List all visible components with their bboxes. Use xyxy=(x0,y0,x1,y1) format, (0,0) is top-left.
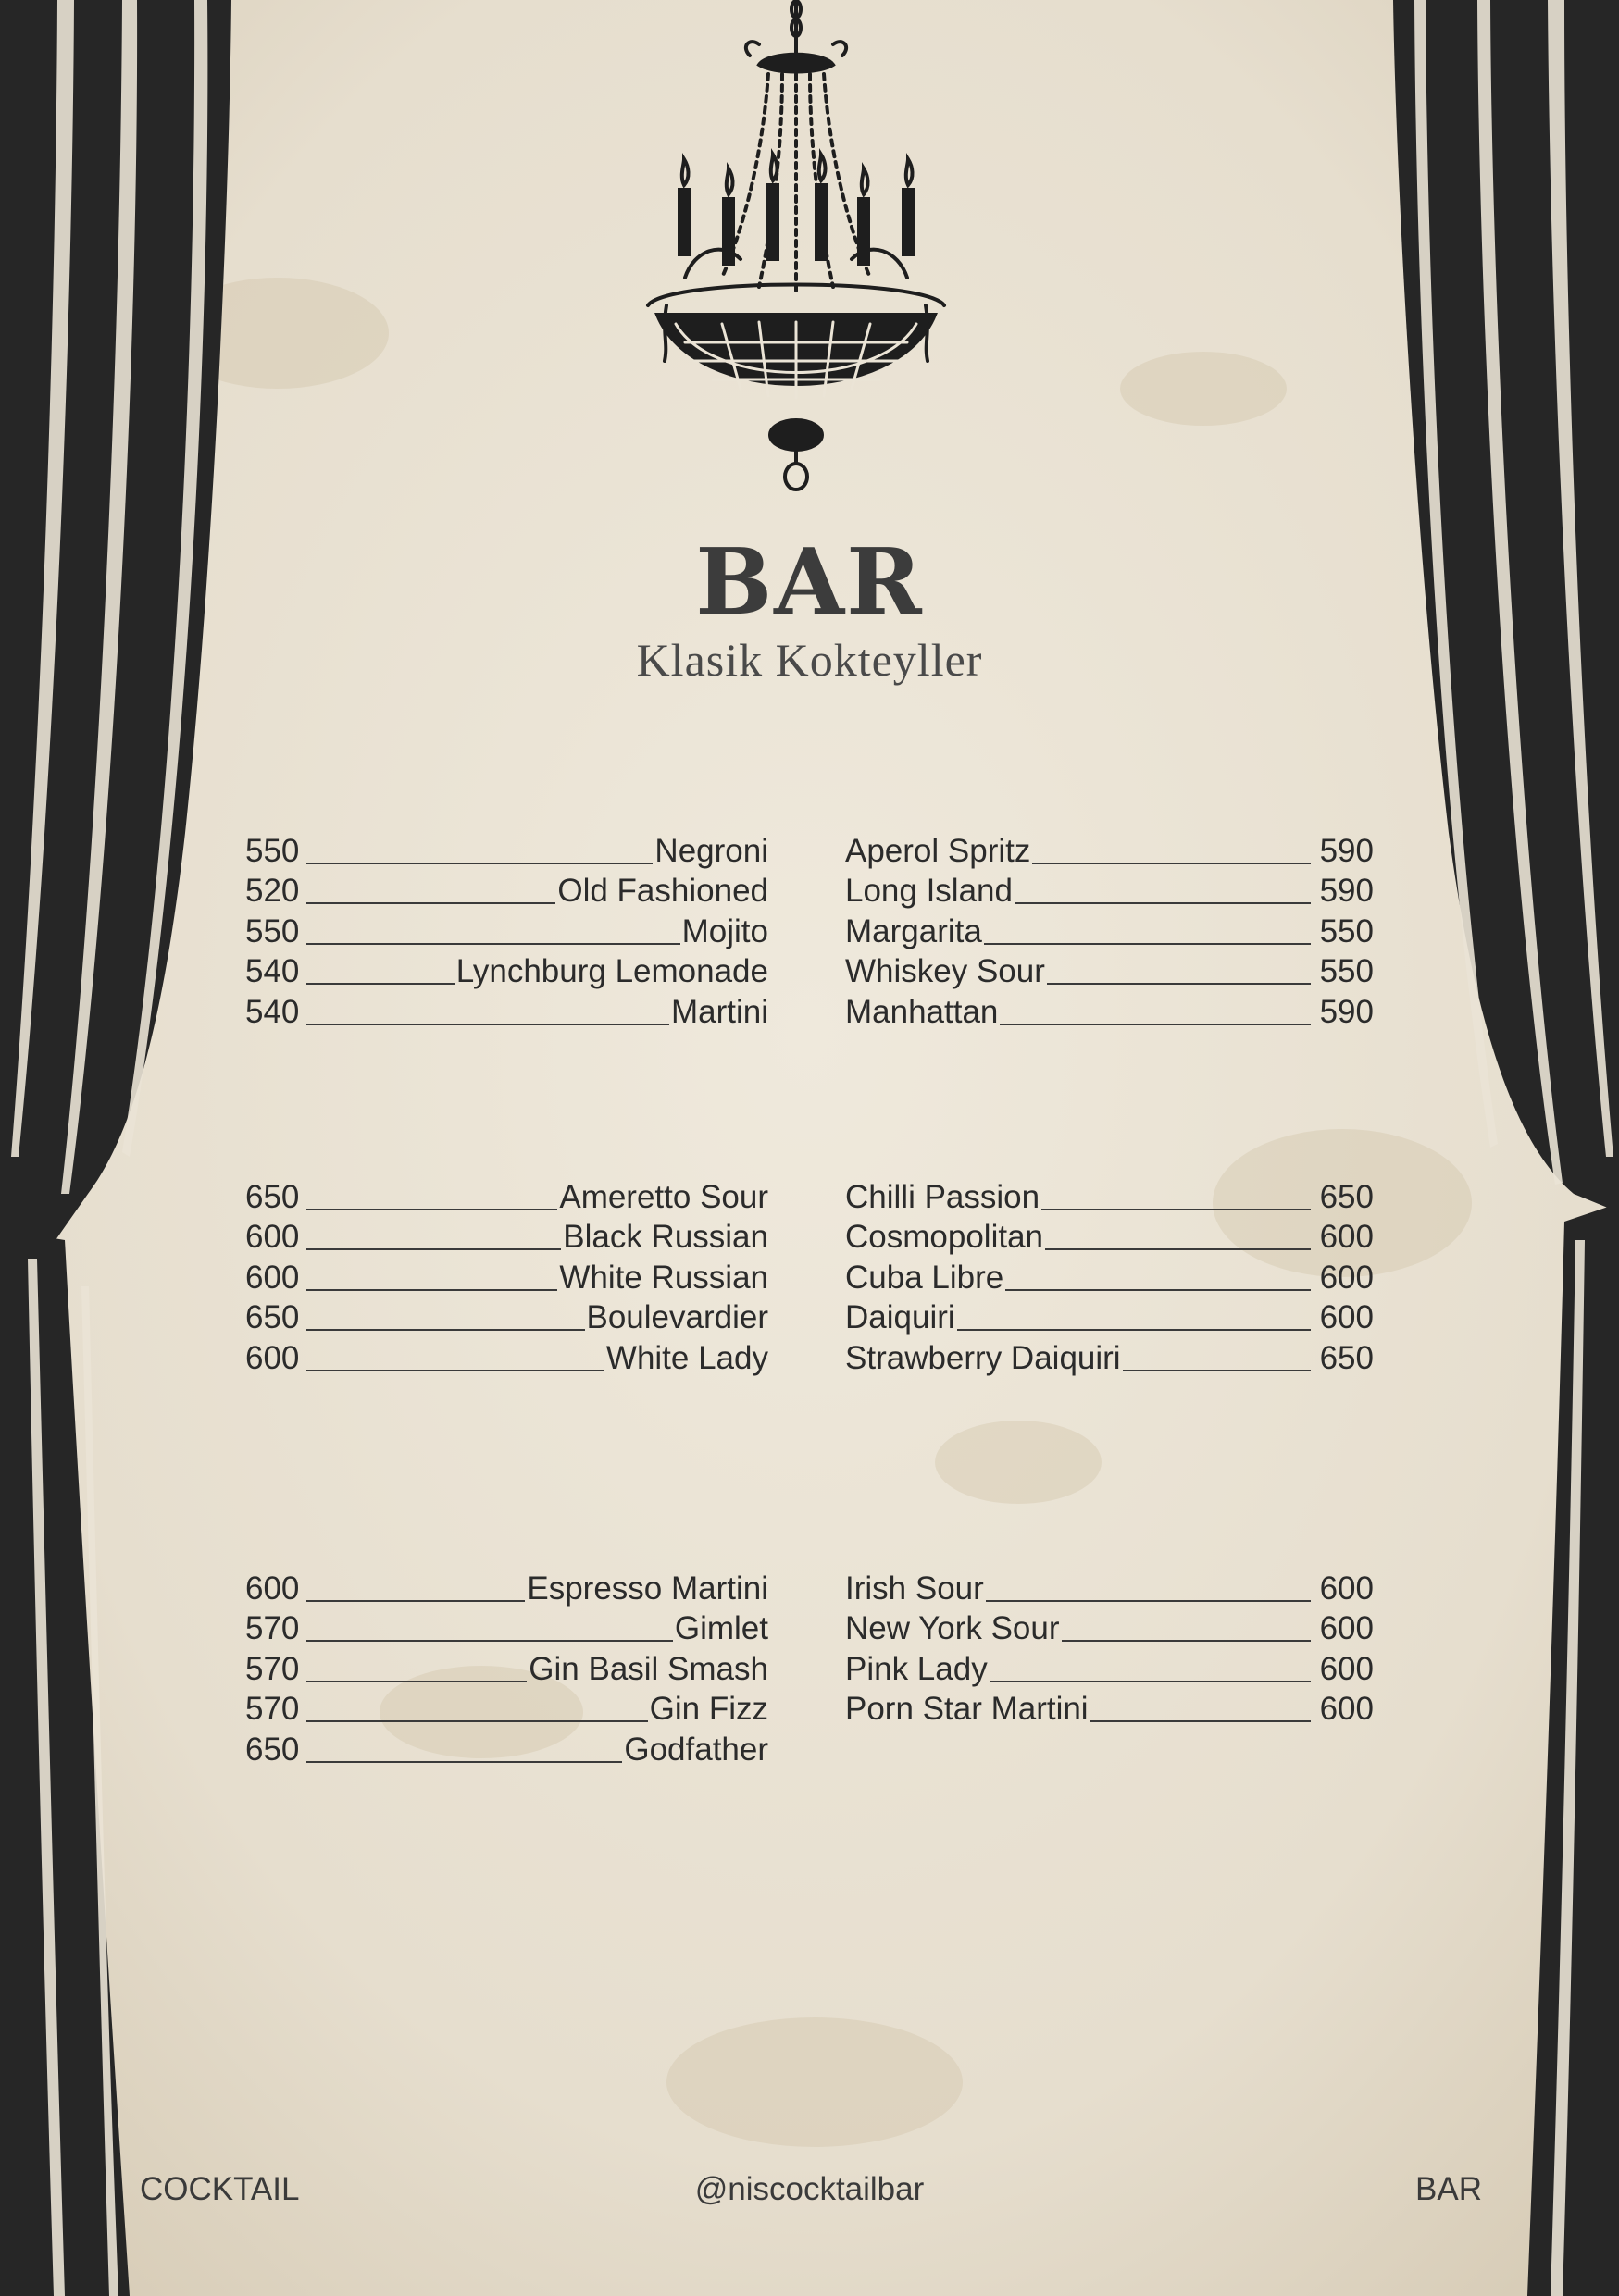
menu-item xyxy=(845,869,1374,910)
item-price: 520 xyxy=(245,873,300,909)
page-title: BAR xyxy=(695,529,924,636)
item-price: 550 xyxy=(245,833,300,869)
item-name: Gimlet xyxy=(674,1610,768,1646)
menu-item xyxy=(245,869,768,910)
item-price: 600 xyxy=(1319,1219,1374,1255)
item-price: 600 xyxy=(1319,1299,1374,1335)
menu-item xyxy=(845,1607,1374,1647)
item-price: 650 xyxy=(245,1731,300,1768)
item-price: 600 xyxy=(245,1340,300,1376)
menu-item xyxy=(245,990,768,1031)
item-price: 650 xyxy=(1319,1340,1374,1376)
menu-item xyxy=(245,1728,768,1769)
item-name: Ameretto Sour xyxy=(559,1179,768,1215)
item-price: 650 xyxy=(245,1299,300,1335)
dot-leader xyxy=(306,902,555,904)
item-price: 590 xyxy=(1319,873,1374,909)
item-name: Gin Fizz xyxy=(649,1691,768,1727)
dot-leader xyxy=(306,1209,557,1210)
item-price: 550 xyxy=(245,913,300,949)
dot-leader xyxy=(306,1600,525,1602)
chandelier-illustration xyxy=(611,0,981,504)
dot-leader xyxy=(1032,863,1310,864)
footer-right-label: BAR xyxy=(1415,2171,1482,2207)
item-name: Strawberry Daiquiri xyxy=(845,1340,1121,1376)
dot-leader xyxy=(306,1370,604,1371)
menu-item xyxy=(245,949,768,990)
item-price: 600 xyxy=(245,1260,300,1296)
item-price: 650 xyxy=(245,1179,300,1215)
dot-leader xyxy=(306,943,679,945)
item-name: Long Island xyxy=(845,873,1013,909)
dot-leader xyxy=(306,1289,557,1291)
item-price: 600 xyxy=(245,1570,300,1607)
menu-item xyxy=(845,1296,1374,1336)
item-name: New York Sour xyxy=(845,1610,1060,1646)
item-name: Negroni xyxy=(654,833,768,869)
item-price: 540 xyxy=(245,994,300,1030)
dot-leader xyxy=(306,1248,561,1250)
menu-item xyxy=(845,1647,1374,1688)
item-price: 600 xyxy=(1319,1260,1374,1296)
dot-leader xyxy=(1123,1370,1311,1371)
item-price: 600 xyxy=(1319,1691,1374,1727)
menu-item xyxy=(845,990,1374,1031)
menu-item xyxy=(245,1175,768,1216)
item-name: Cuba Libre xyxy=(845,1260,1004,1296)
item-price: 570 xyxy=(245,1651,300,1687)
dot-leader xyxy=(1045,1248,1311,1250)
item-name: Boulevardier xyxy=(586,1299,768,1335)
item-name: Black Russian xyxy=(563,1219,768,1255)
menu-item xyxy=(245,829,768,870)
dot-leader xyxy=(306,1720,647,1722)
page-subtitle: Klasik Kokteyller xyxy=(636,634,983,686)
dot-leader xyxy=(1062,1640,1311,1642)
dot-leader xyxy=(306,863,653,864)
dot-leader xyxy=(986,1600,1311,1602)
dot-leader xyxy=(957,1329,1311,1331)
item-name: Porn Star Martini xyxy=(845,1691,1089,1727)
menu-item xyxy=(245,1567,768,1607)
menu-item xyxy=(845,1687,1374,1728)
menu-item xyxy=(245,1256,768,1297)
menu-item xyxy=(845,1336,1374,1377)
menu-item xyxy=(845,910,1374,950)
footer-left-label: COCKTAIL xyxy=(140,2171,300,2207)
menu-item xyxy=(245,1607,768,1647)
item-name: Gin Basil Smash xyxy=(529,1651,768,1687)
item-name: Lynchburg Lemonade xyxy=(455,953,768,989)
dot-leader xyxy=(1047,983,1311,985)
item-name: Margarita xyxy=(845,913,982,949)
menu-item xyxy=(845,829,1374,870)
dot-leader xyxy=(306,1761,622,1763)
item-name: Manhattan xyxy=(845,994,999,1030)
menu-item xyxy=(845,1567,1374,1607)
menu-item xyxy=(245,1336,768,1377)
item-price: 600 xyxy=(1319,1651,1374,1687)
item-price: 600 xyxy=(1319,1610,1374,1646)
item-price: 570 xyxy=(245,1610,300,1646)
item-price: 550 xyxy=(1319,913,1374,949)
item-name: Espresso Martini xyxy=(527,1570,768,1607)
menu-item xyxy=(845,1256,1374,1297)
item-price: 570 xyxy=(245,1691,300,1727)
menu-item xyxy=(245,1215,768,1256)
dot-leader xyxy=(1041,1209,1311,1210)
item-name: Martini xyxy=(670,994,768,1030)
item-name: White Lady xyxy=(605,1340,768,1376)
item-price: 590 xyxy=(1319,833,1374,869)
item-name: White Russian xyxy=(559,1260,768,1296)
dot-leader xyxy=(306,1640,672,1642)
item-price: 550 xyxy=(1319,953,1374,989)
item-price: 600 xyxy=(1319,1570,1374,1607)
dot-leader xyxy=(306,1329,584,1331)
dot-leader xyxy=(306,1681,527,1682)
menu-item xyxy=(845,1215,1374,1256)
dot-leader xyxy=(306,1024,669,1025)
dot-leader xyxy=(990,1681,1311,1682)
item-price: 600 xyxy=(245,1219,300,1255)
item-name: Pink Lady xyxy=(845,1651,988,1687)
menu-item xyxy=(245,910,768,950)
item-name: Mojito xyxy=(681,913,768,949)
menu-item xyxy=(245,1687,768,1728)
footer-social-handle[interactable]: @niscocktailbar xyxy=(694,2171,925,2207)
dot-leader xyxy=(1005,1289,1310,1291)
dot-leader xyxy=(1090,1720,1311,1722)
item-name: Daiquiri xyxy=(845,1299,955,1335)
item-name: Old Fashioned xyxy=(557,873,768,909)
dot-leader xyxy=(1015,902,1311,904)
dot-leader xyxy=(984,943,1311,945)
dot-leader xyxy=(306,983,454,985)
menu-item xyxy=(845,949,1374,990)
item-price: 540 xyxy=(245,953,300,989)
item-name: Aperol Spritz xyxy=(845,833,1031,869)
item-name: Godfather xyxy=(624,1731,768,1768)
item-price: 590 xyxy=(1319,994,1374,1030)
item-name: Irish Sour xyxy=(845,1570,984,1607)
menu-item xyxy=(245,1296,768,1336)
item-price: 650 xyxy=(1319,1179,1374,1215)
dot-leader xyxy=(1000,1024,1310,1025)
menu-item xyxy=(845,1175,1374,1216)
item-name: Chilli Passion xyxy=(845,1179,1040,1215)
item-name: Cosmopolitan xyxy=(845,1219,1043,1255)
item-name: Whiskey Sour xyxy=(845,953,1045,989)
menu-item xyxy=(245,1647,768,1688)
